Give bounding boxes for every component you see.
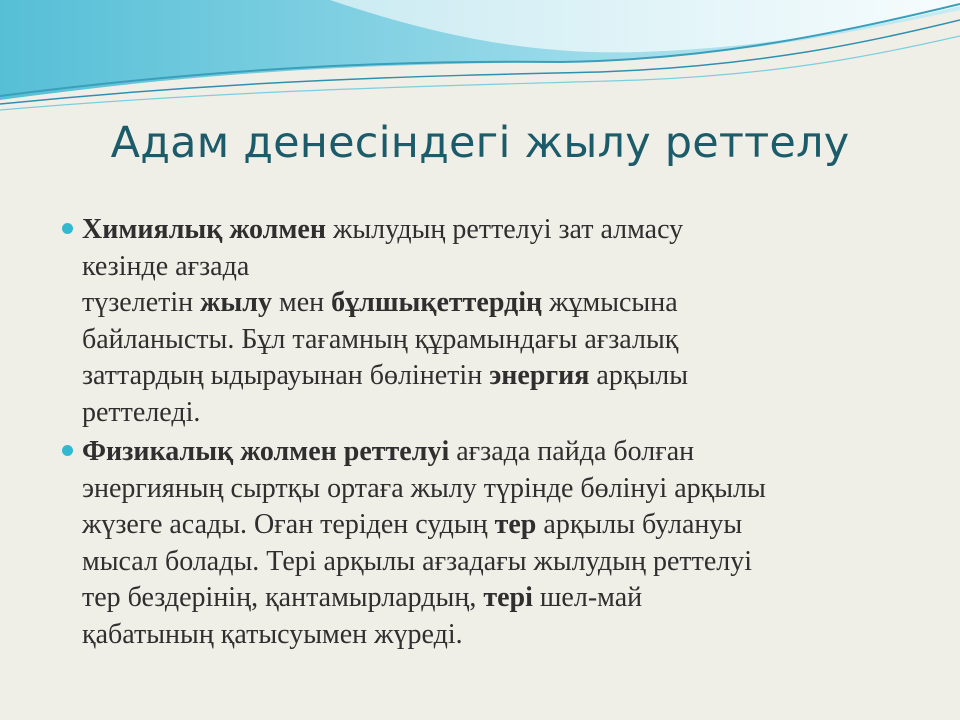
slide-title: Адам денесіндегі жылу реттелу [110, 118, 850, 168]
text-segment: заттардың ыдырауынан бөлінетін [82, 360, 490, 391]
slide-body [82, 212, 912, 656]
text-segment: байланысты. Бұл тағамның құрамындағы ағзалық [82, 323, 679, 355]
text-segment: жылудың реттелуі зат алмасу [326, 214, 684, 245]
text-segment: қабатының қатысуымен жүреді. [82, 618, 463, 650]
bullet-paragraph [82, 212, 912, 431]
text-segment: мен [272, 287, 332, 318]
bold-term: тер [494, 509, 537, 540]
text-line [82, 322, 912, 359]
header-wave-decoration [0, 0, 960, 120]
text-line [82, 507, 912, 544]
bold-term: жылу [200, 287, 272, 318]
bullet-dot-icon [62, 223, 73, 234]
text-segment: шел-май [532, 582, 643, 613]
text-line [82, 544, 912, 581]
text-segment: жұмысына [542, 287, 678, 318]
text-segment: реттеледі. [82, 396, 201, 428]
text-line [82, 580, 912, 617]
text-line [82, 285, 912, 322]
bullet-dot-icon [62, 445, 73, 456]
text-segment: кезінде ағзада [82, 250, 250, 282]
text-segment: ағзада пайда болған [449, 436, 695, 467]
text-line [82, 395, 912, 432]
text-line [82, 249, 912, 286]
text-segment: түзелетін [82, 287, 201, 318]
text-segment: тер бездерінің, қантамырлардың, [82, 582, 484, 613]
bold-term: энергия [489, 360, 590, 391]
text-segment: арқылы [589, 360, 689, 391]
bold-term: Химиялық жолмен [82, 214, 326, 245]
bold-term: бұлшықеттердің [331, 287, 543, 318]
text-segment: мысал болады. Тері арқылы ағзадағы жылудың реттелуі [82, 545, 753, 577]
bold-term: Физикалық жолмен реттелуі [82, 436, 450, 467]
bullet-paragraph [82, 434, 912, 653]
text-segment: арқылы булануы [536, 509, 743, 540]
text-segment: энергияның сыртқы ортаға жылу түрінде бөлінуі арқылы [82, 472, 766, 504]
text-line [82, 617, 912, 654]
text-line [82, 434, 912, 471]
text-line [82, 471, 912, 508]
bold-term: тері [483, 582, 533, 613]
text-segment: жүзеге асады. Оған теріден судың [82, 509, 495, 540]
text-line [82, 212, 912, 249]
text-line [82, 358, 912, 395]
